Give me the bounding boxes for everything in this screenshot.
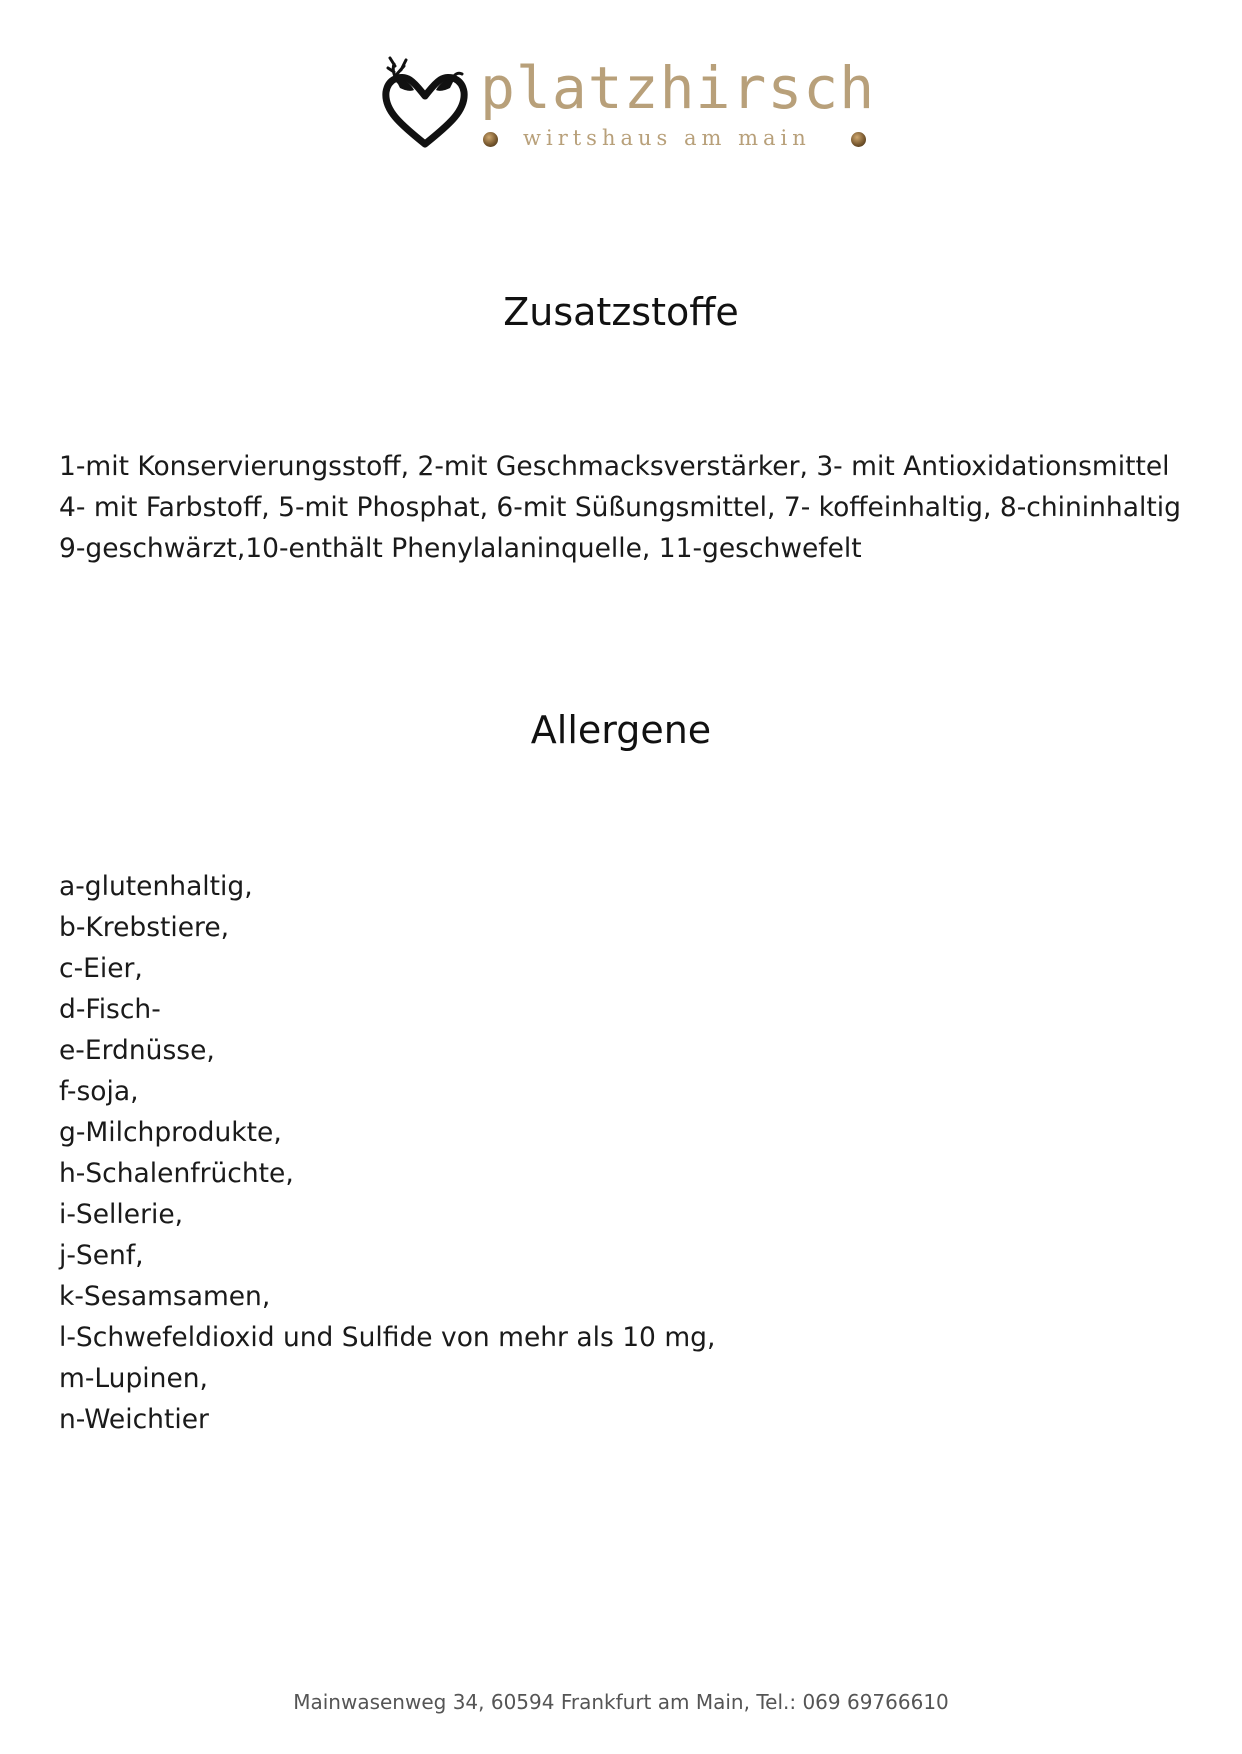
additives-line: 9-geschwärzt,10-enthält Phenylalaninquelle, 11-geschwefelt <box>59 533 862 564</box>
stag-heart-icon <box>380 52 470 152</box>
allergen-item: c-Eier, <box>59 953 143 984</box>
logo <box>380 52 880 160</box>
logo-bullet-left <box>483 132 498 147</box>
allergen-item: g-Milchprodukte, <box>59 1117 282 1148</box>
allergen-item: b-Krebstiere, <box>59 912 230 943</box>
additives-line: 4- mit Farbstoff, 5-mit Phosphat, 6-mit Süßungsmittel, 7- koffeinhaltig, 8-chininhaltig <box>59 492 1181 523</box>
additives-line: 1-mit Konservierungsstoff, 2-mit Geschmacksverstärker, 3- mit Antioxidationsmittel <box>59 451 1170 482</box>
allergens-heading: Allergene <box>530 708 712 752</box>
allergen-item: i-Sellerie, <box>59 1199 184 1230</box>
allergen-item: f-soja, <box>59 1076 139 1107</box>
additives-heading: Zusatzstoffe <box>503 290 739 334</box>
logo-wordmark: platzhirsch <box>480 54 876 122</box>
allergen-item: d-Fisch- <box>59 994 161 1025</box>
allergen-item: m-Lupinen, <box>59 1363 208 1394</box>
allergen-item: j-Senf, <box>59 1240 144 1271</box>
allergen-item: n-Weichtier <box>59 1404 209 1435</box>
allergen-item: e-Erdnüsse, <box>59 1035 215 1066</box>
logo-tagline: wirtshaus am main <box>523 126 811 150</box>
allergen-item: l-Schwefeldioxid und Sulfide von mehr als 10 mg, <box>59 1322 716 1353</box>
allergen-item: a-glutenhaltig, <box>59 871 253 902</box>
allergen-item: h-Schalenfrüchte, <box>59 1158 294 1189</box>
allergens-list <box>59 866 1209 1440</box>
footer-address: Mainwasenweg 34, 60594 Frankfurt am Main, Tel.: 069 69766610 <box>293 1690 949 1714</box>
logo-bullet-right <box>851 132 866 147</box>
allergen-item: k-Sesamsamen, <box>59 1281 271 1312</box>
additives-list <box>59 446 1209 569</box>
